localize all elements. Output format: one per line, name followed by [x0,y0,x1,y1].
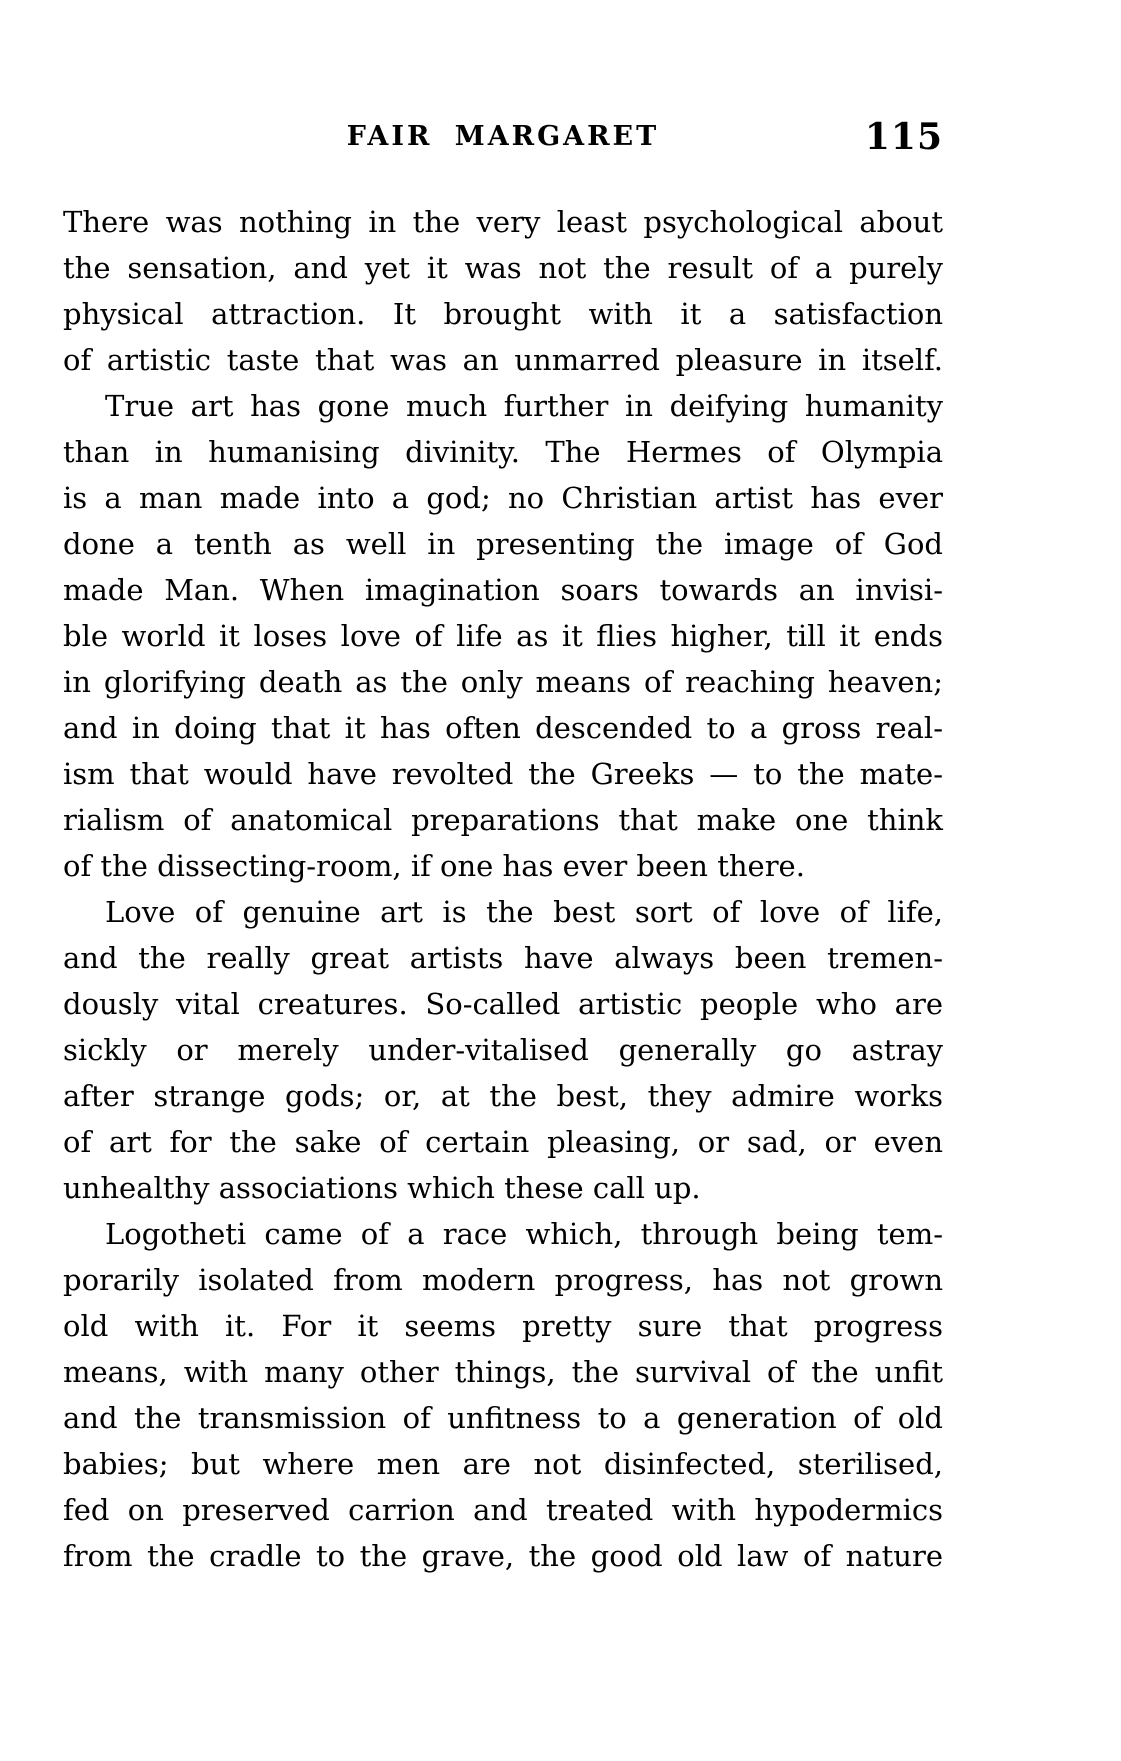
text-line: means, with many other things, the survival of the unfit [63,1355,943,1389]
text-line: There was nothing in the very least psychological about [63,205,943,239]
text-line: and the really great artists have always been tremen- [63,941,943,975]
text-line: fed on preserved carrion and treated with hypodermics [63,1493,943,1527]
text-line: physical attraction. It brought with it a satisfaction [63,297,943,331]
text-line: and in doing that it has often descended to a gross real- [63,711,943,745]
text-line: True art has gone much further in deifying humanity [105,389,943,423]
text-line: sickly or merely under-vitalised generally go astray [63,1033,943,1067]
text-line: old with it. For it seems pretty sure that progress [63,1309,943,1343]
paragraph [63,1211,943,1579]
text-line: unhealthy associations which these call up. [63,1171,701,1205]
paragraph [63,889,943,1211]
text-line: and the transmission of unfitness to a generation of old [63,1401,943,1435]
text-line: from the cradle to the grave, the good old law of nature [63,1539,943,1573]
text-line: of the dissecting-room, if one has ever been there. [63,849,805,883]
text-line: is a man made into a god; no Christian artist has ever [63,481,943,515]
text-line: dously vital creatures. So-called artistic people who are [63,987,943,1021]
running-head [63,116,943,158]
text-line: than in humanising divinity. The Hermes of Olympia [63,435,943,469]
paragraph [63,383,943,889]
text-line: Logotheti came of a race which, through being tem- [105,1217,943,1251]
text-line: in glorifying death as the only means of reaching heaven; [63,665,943,699]
text-line: done a tenth as well in presenting the image of God [63,527,943,561]
text-line: ble world it loses love of life as it flies higher, till it ends [63,619,943,653]
text-line: of art for the sake of certain pleasing, or sad, or even [63,1125,943,1159]
text-line: made Man. When imagination soars towards an invisi- [63,573,943,607]
text-line: porarily isolated from modern progress, has not grown [63,1263,943,1297]
page-body [63,199,943,1579]
page-number: 115 [864,116,943,158]
text-line: the sensation, and yet it was not the result of a purely [63,251,943,285]
paragraph [63,199,943,383]
text-line: of artistic taste that was an unmarred pleasure in itself. [63,343,943,377]
text-line: after strange gods; or, at the best, they admire works [63,1079,943,1113]
text-line: Love of genuine art is the best sort of love of life, [105,895,943,929]
text-line: rialism of anatomical preparations that make one think [63,803,943,837]
text-line: ism that would have revolted the Greeks — to the mate- [63,757,943,791]
running-header-title: FAIR MARGARET [346,121,660,152]
text-line: babies; but where men are not disinfected, sterilised, [63,1447,943,1481]
